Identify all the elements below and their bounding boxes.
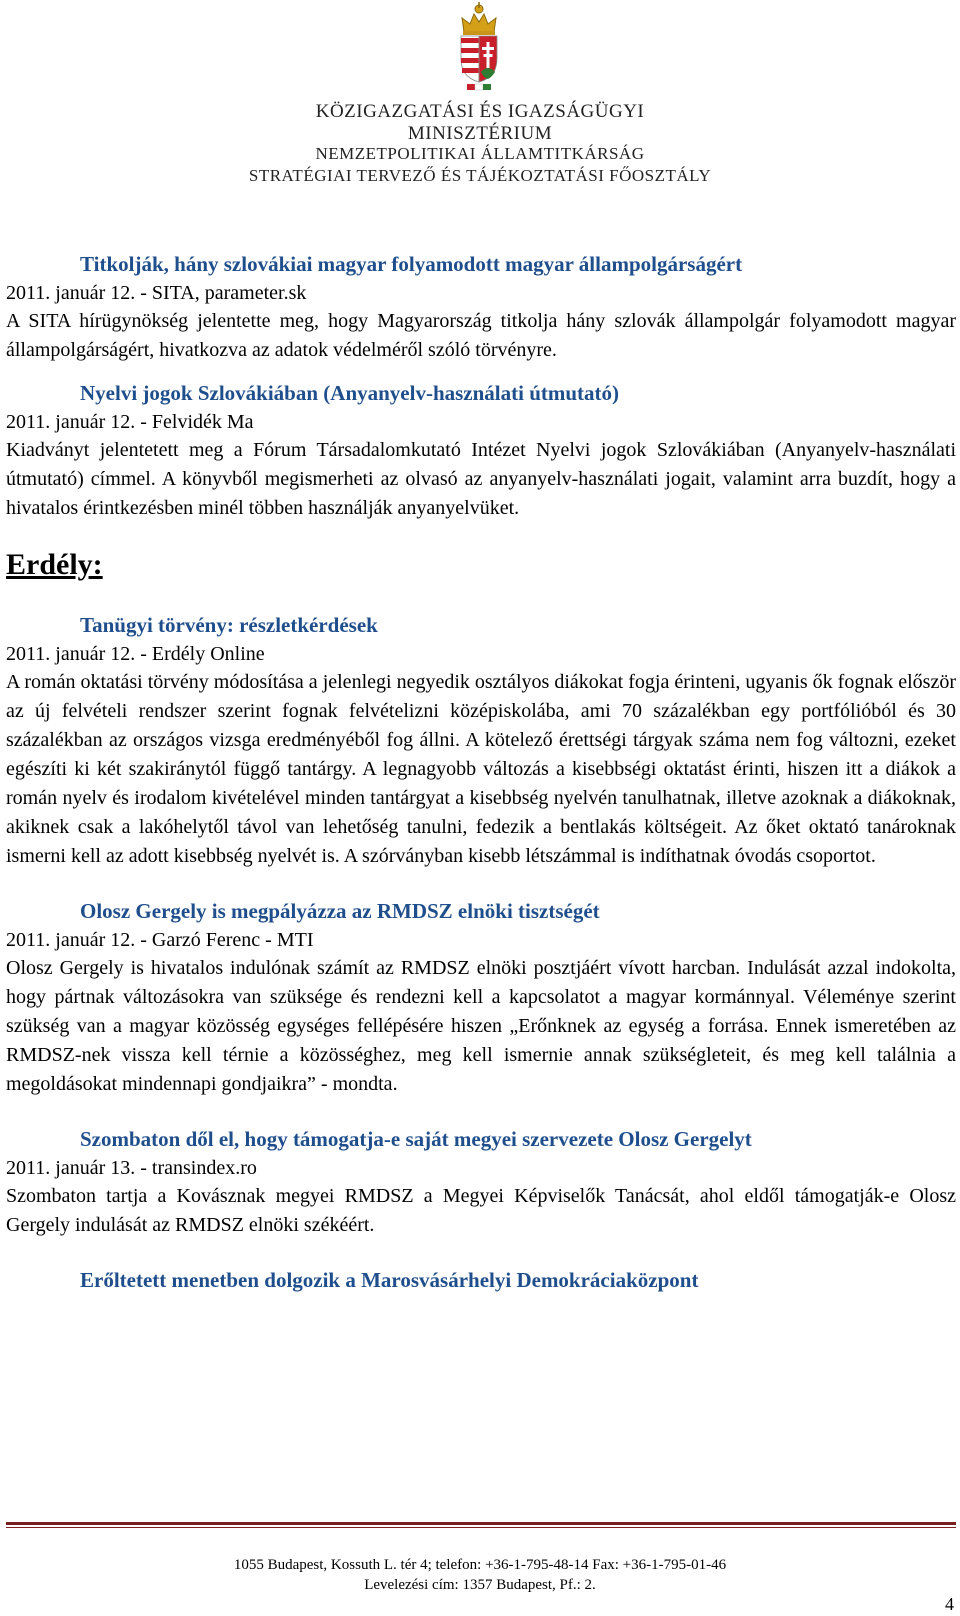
article-meta: 2011. január 12. - Erdély Online (6, 643, 265, 665)
article-meta: 2011. január 12. - SITA, parameter.sk (6, 282, 307, 304)
ministry-name-line1: KÖZIGAZGATÁSI ÉS IGAZSÁGÜGYI (315, 101, 645, 122)
article-meta: 2011. január 12. - Felvidék Ma (6, 411, 254, 433)
article-body: Szombaton tartja a Kovásznak megyei RMDSZ a Megyei Képviselők Tanácsát, ahol eldől támogatják-e Olosz Gergely indulását az RMDSZ elnöki székéért. (6, 1185, 956, 1236)
article-title: Titkolják, hány szlovákiai magyar folyamodott magyar állampolgárságért (80, 252, 743, 276)
department-name: STRATÉGIAI TERVEZŐ ÉS TÁJÉKOZTATÁSI FŐOSZTÁLY (248, 166, 712, 185)
article-title: Nyelvi jogok Szlovákiában (Anyanyelv-használati útmutató) (80, 381, 620, 405)
article-body: A román oktatási törvény módosítása a jelenlegi negyedik osztályos diákokat fogja érinteni, ugyanis ők fognak először az új felvételi rendszer szerint fognak felvételizni középiskolába, ami 70 százalékban egy portfólióból és 30 százalékban az országos vizsga eredményéből fog állni. A kötelező érettségi tárgyak száma nem fog változni, ezeket egészíti ki két szakiránytól függő tantárgy. A legnagyobb változás a kisebbségi oktatást érinti, hiszen itt a diákok a román nyelv és irodalom kivételével minden tantárgyat a kisebbség nyelvén tanulhatnak, illetve azoknak a diákoknak, akiknek csak a lakóhelytől távol van lehetőség tanulni, fedezik a bentlakás költségeit. Az őket oktató tanároknak ismerni kell az adott kisebbség nyelvét is. A szórványban kisebb létszámmal is indíthatnak óvodás csoportot. (6, 671, 956, 867)
region-heading: Erdély: (6, 548, 103, 581)
article (6, 611, 956, 871)
ministry-name-line2: MINISZTÉRIUM (407, 123, 553, 144)
article-title: Olosz Gergely is megpályázza az RMDSZ elnöki tisztségét (80, 899, 600, 923)
article-body: A SITA hírügynökség jelentette meg, hogy Magyarország titkolja hány szlovák állampolgár folyamodott magyar állampolgárságért, hivatkozva az adatok védelméről szóló törvényre. (6, 310, 956, 361)
hungarian-coat-of-arms-icon (454, 2, 504, 94)
footer-divider (6, 1527, 956, 1528)
footer-mailing-address: Levelezési cím: 1357 Budapest, Pf.: 2. (364, 1577, 596, 1593)
page-number: 4 (945, 1594, 954, 1614)
article (6, 897, 956, 1099)
article (6, 1125, 956, 1240)
article (6, 250, 956, 365)
state-secretariat-name: NEMZETPOLITIKAI ÁLLAMTITKÁRSÁG (315, 144, 645, 163)
letterhead (0, 0, 960, 200)
article-title: Tanügyi törvény: részletkérdések (80, 613, 378, 637)
press-review-content (6, 250, 956, 1295)
footer-address: 1055 Budapest, Kossuth L. tér 4; telefon: +36-1-795-48-14 Fax: +36-1-795-01-46 (233, 1557, 727, 1573)
article-body: Olosz Gergely is hivatalos indulónak számít az RMDSZ elnöki posztjáért vívott harcban. Indulását azzal indokolta, hogy pártnak változásokra van szüksége és rendezni kell a kapcsolatot a magyar kormánnyal. Véleménye szerint szükség van a magyar közösség egységes fellépésére hiszen „Erőnknek az egység a forrása. Ennek ismeretében az RMDSZ-nek vissza kell térnie a közösséghez, meg kell ismernie annak szükségleteit, és meg kell találnia a megoldásokat mindennapi gondjaikra” - mondta. (6, 957, 956, 1095)
article-title: Erőltetett menetben dolgozik a Marosvásárhelyi Demokráciaközpont (80, 1268, 699, 1292)
article-body: Kiadványt jelentetett meg a Fórum Társadalomkutató Intézet Nyelvi jogok Szlovákiában (Anyanyelv-használati útmutató) címmel. A könyvből megismerheti az olvasó az anyanyelv-használati jogait, valamint arra buzdít, hogy a hivatalos érintkezésben minél többen használják anyanyelvüket. (6, 439, 956, 519)
article-meta: 2011. január 13. - transindex.ro (6, 1157, 257, 1179)
footer-divider (6, 1522, 956, 1525)
article-meta: 2011. január 12. - Garzó Ferenc - MTI (6, 929, 314, 951)
article-title: Szombaton dől el, hogy támogatja-e saját megyei szervezete Olosz Gergelyt (80, 1127, 752, 1151)
article (6, 379, 956, 523)
